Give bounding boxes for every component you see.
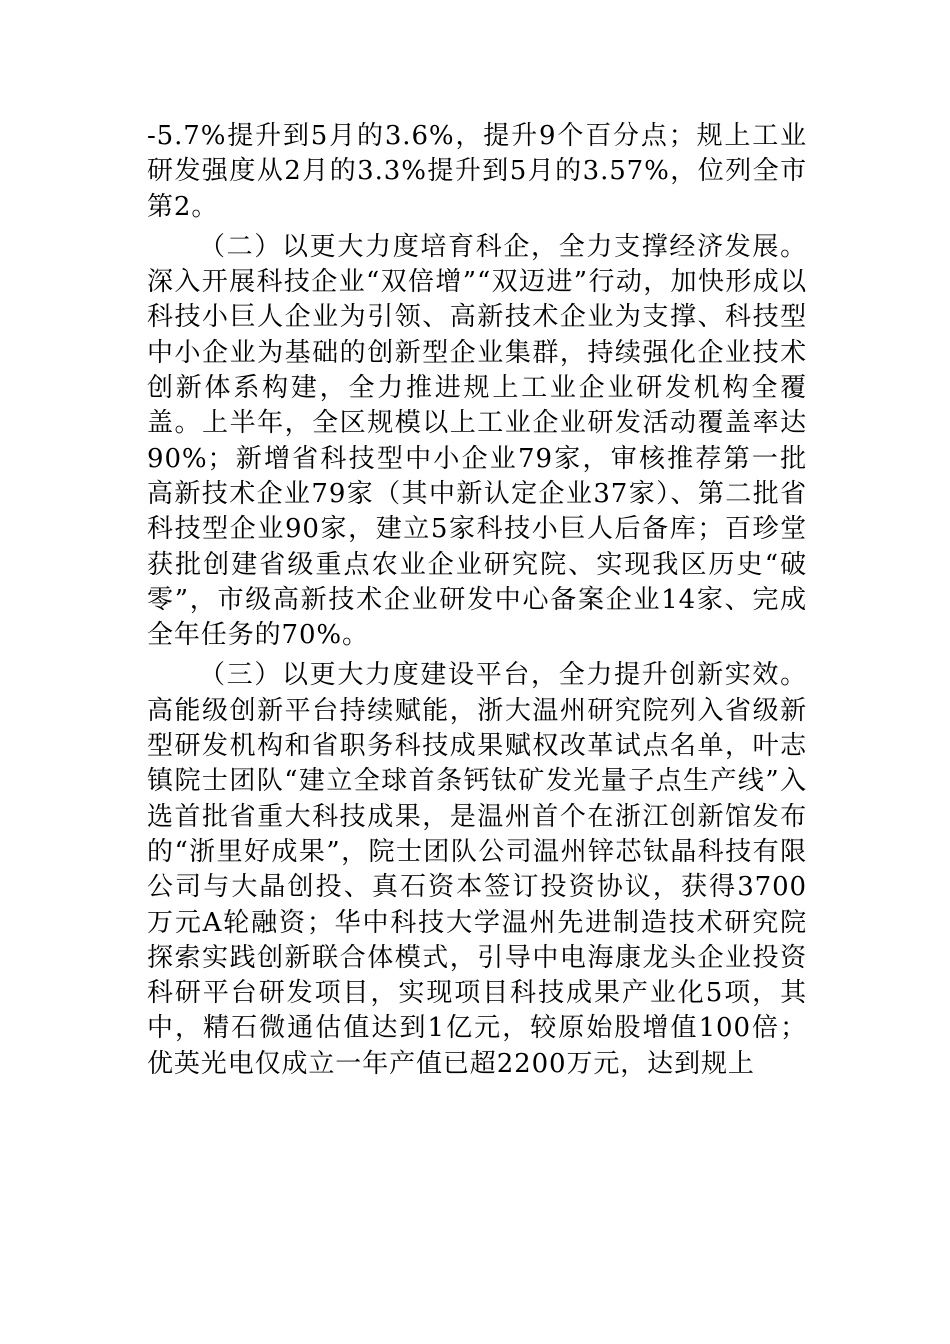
paragraph-3-heading: （三）以更大力度建设平台，全力提升创新实效。 bbox=[199, 660, 807, 691]
paragraph-3 bbox=[147, 658, 807, 1082]
paragraph-3-text: 高能级创新平台持续赋能，浙大温州研究院列入省级新型研发机构和省职务科技成果赋权改革试点名单，叶志镇院士团队“建立全球首条钙钛矿发光量子点生产线”入选首批省重大科技成果，是温州首个在浙江创新馆发布的“浙里好成果”，院士团队公司温州锌芯钛晶科技有限公司与大晶创投、真石资本签订投资协议，获得3700万元A轮融资；华中科技大学温州先进制造技术研究院探索实践创新联合体模式，引导中电海康龙头企业投资科研平台研发项目，实现项目科技成果产业化5项，其中，精石微通估值达到1亿元，较原始股增值100倍；优英光电仅成立一年产值已超2200万元，达到规上 bbox=[147, 695, 807, 1079]
paragraph-1 bbox=[147, 119, 807, 225]
document-body bbox=[147, 119, 807, 1087]
paragraph-2 bbox=[147, 230, 807, 654]
paragraph-2-heading: （二）以更大力度培育科企，全力支撑经济发展。 bbox=[199, 231, 807, 262]
paragraph-1-text: -5.7%提升到5月的3.6%，提升9个百分点；规上工业研发强度从2月的3.3%提升到5月的3.57%，位列全市第2。 bbox=[147, 121, 807, 222]
paragraph-2-text: 深入开展科技企业“双倍增”“双迈进”行动，加快形成以科技小巨人企业为引领、高新技术企业为支撑、科技型中小企业为基础的创新型企业集群，持续强化企业技术创新体系构建，全力推进规上工业企业研发机构全覆盖。上半年，全区规模以上工业企业研发活动覆盖率达90%；新增省科技型中小企业79家，审核推荐第一批高新技术企业79家（其中新认定企业37家）、第二批省科技型企业90家，建立5家科技小巨人后备库；百珍堂获批创建省级重点农业企业研究院、实现我区历史“破零”，市级高新技术企业研发中心备案企业14家、完成全年任务的70%。 bbox=[147, 267, 807, 651]
